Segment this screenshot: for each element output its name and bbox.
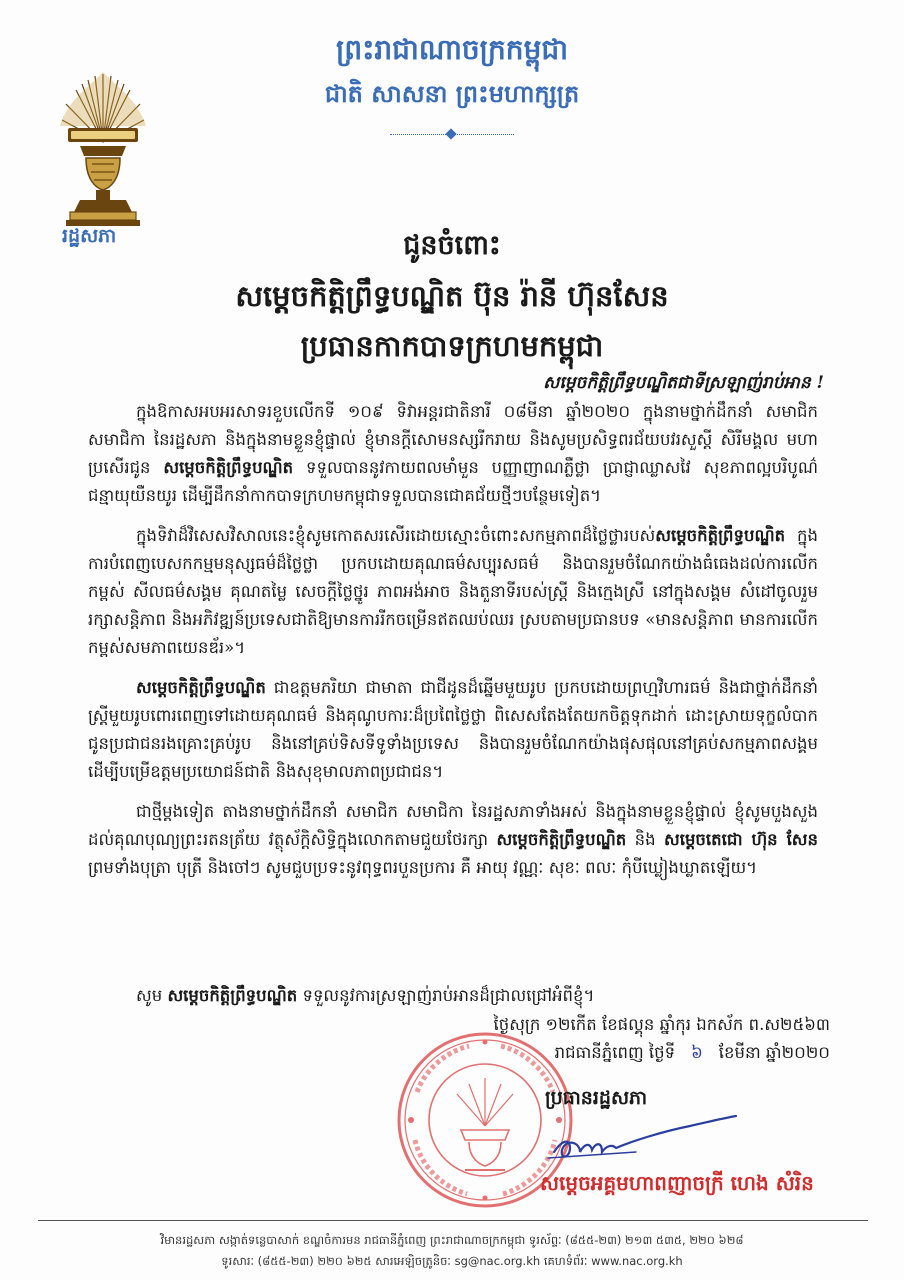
emblem-label: រដ្ឋសភា xyxy=(62,225,117,247)
paragraph-bold-name: សម្តេចកិត្តិព្រឹទ្ធបណ្ឌិត xyxy=(655,526,786,545)
paragraph-bold-name: សម្តេចតេជោ ហ៊ុន សែន xyxy=(664,830,818,849)
paragraph-text: និង xyxy=(626,830,665,849)
letter-body xyxy=(88,398,818,983)
kingdom-title: ព្រះរាជាណាចក្រកម្ពុជា xyxy=(335,33,568,66)
signatory-name: សម្តេចអគ្គមហាពញាចក្រី ហេង សំរិន xyxy=(540,1171,814,1195)
national-assembly-emblem-icon xyxy=(58,70,148,230)
paragraph-text: ក្នុងឱកាសអបអរសាទរខួបលើកទី ១០៩ ទិវាអន្តរជាតិនារី ០៨មីនា ឆ្នាំ២០២០ ក្នុងនាមថ្នាក់ដឹកនាំ សមាជិក សមាជិកា នៃរដ្ឋសភា និងក្នុងនាមខ្លួនខ្ញុំផ្ទាល់ ខ្ញុំមានក្តីសោមនស្សរីករាយ និងសូមប្រសិទ្ធពរជ័យបវរសួស្តី សិរីមង្គល មហាប្រសើរជូន xyxy=(88,402,818,477)
paragraph-3 xyxy=(88,674,818,786)
paragraph-bold-name: សម្តេចកិត្តិព្រឹទ្ធបណ្ឌិត xyxy=(136,678,266,697)
signatory-title: ប្រធានរដ្ឋសភា xyxy=(545,1087,648,1109)
recipient-title: ប្រធានកាកបាទក្រហមកម្ពុជា xyxy=(300,329,604,363)
solar-date-suffix: ខែមីនា ឆ្នាំ២០២០ xyxy=(718,1043,830,1062)
closing-bold-name: សម្តេចកិត្តិព្រឹទ្ធបណ្ឌិត xyxy=(167,986,298,1005)
national-motto: ជាតិ សាសនា ព្រះមហាក្សត្រ xyxy=(324,79,580,108)
solar-date-day: ៦ xyxy=(691,1043,703,1062)
paragraph-text: ជាថ្មីម្តងទៀត តាងនាមថ្នាក់ដឹកនាំ សមាជិក សមាជិកា នៃរដ្ឋសភាទាំងអស់ និងក្នុងនាមខ្លួនខ្ញុំផ្ទាល់ ខ្ញុំសូមបួងសួងដល់គុណបុណ្យព្រះរតនត្រ័យ វត្ថុស័ក្តិសិទ្ធិក្នុងលោកតាមជួយថែរក្សា xyxy=(88,802,818,849)
paragraph-2 xyxy=(88,522,818,662)
closing-text: សូម xyxy=(136,986,168,1005)
paragraph-1 xyxy=(88,398,818,510)
solar-date-prefix: រាជធានីភ្នំពេញ ថ្ងៃទី xyxy=(554,1043,676,1062)
paragraph-4 xyxy=(88,798,818,882)
closing-text: ទទួលនូវការស្រឡាញ់រាប់អានដ៏ជ្រាលជ្រៅអំពីខ្ញុំ។ xyxy=(297,986,595,1005)
paragraph-text: ព្រមទាំងបុត្រា បុត្រី និងចៅៗ សូមជួបប្រទះនូវពុទ្ធពរបួនប្រការ គឺ អាយុ វណ្ណៈ សុខៈ ពលៈ កុំបីឃ្លៀងឃ្លាតឡើយ។ xyxy=(88,858,758,877)
footer-contact: ទូរសារៈ (៨៥៥-២៣) ២២០ ៦២៥ សារអេឡិចត្រូនិចៈ sg@nac.org.kh គេហទំព័រៈ www.nac.org.kh xyxy=(221,1254,683,1268)
signature-icon xyxy=(540,1112,740,1172)
closing-line xyxy=(88,982,828,1010)
lunar-date: ថ្ងៃសុក្រ ១២កើត ខែផល្គុន ឆ្នាំកុរ ឯកស័ក ព.ស២៥៦៣ xyxy=(493,1015,830,1034)
paragraph-bold-name: សម្តេចកិត្តិព្រឹទ្ធបណ្ឌិត xyxy=(163,458,294,477)
paragraph-text: ក្នុងទិវាដ៏វិសេសវិសាលនេះខ្ញុំសូមកោតសរសើរដោយស្មោះចំពោះសកម្មភាពដ៏ថ្លៃថ្លារបស់ xyxy=(136,526,656,545)
paragraph-text: ទទួលបាននូវកាយពលមាំមួន បញ្ញាញាណភ្លឺថ្លា ប្រាជ្ញាឈ្លាសវៃ សុខភាពល្អបរិបូណ៌ ជន្មាយុយឺនយូរ ដើម្បីដឹកនាំកាកបាទក្រហមកម្ពុជាទទួលបានជោគជ័យថ្មីៗបន្ថែមទៀត។ xyxy=(88,458,818,505)
footer-rule xyxy=(38,1220,868,1221)
salutation: សម្តេចកិត្តិព្រឹទ្ធបណ្ឌិតជាទីស្រឡាញ់រាប់អាន ! xyxy=(543,373,824,393)
addressee-heading: ជូនចំពោះ xyxy=(403,230,501,261)
header-divider-ornament xyxy=(445,128,456,139)
paragraph-text: ក្នុងការបំពេញបេសកកម្មមនុស្សធម៌ដ៏ថ្លៃថ្លា ប្រកបដោយគុណធម៌សប្បុរសធម៌ និងបានរួមចំណែកយ៉ាងធំធេងដល់ការលើកកម្ពស់ សីលធម៌សង្គម គុណតម្លៃ សេចក្តីថ្លៃថ្នូរ ភាពអង់អាច និងតួនាទីរបស់ស្ត្រី និងក្មេងស្រី នៅក្នុងសង្គម សំដៅចូលរួមរក្សាសន្តិភាព និងអភិវឌ្ឍន៍ប្រទេសជាតិឱ្យមានការរីកចម្រើនឥតឈប់ឈរ ស្របតាមប្រធានបទ «មានសន្តិភាព មានការលើកកម្ពស់សមភាពយេនឌ័រ»។ xyxy=(88,526,818,657)
solar-date xyxy=(410,1039,830,1067)
paragraph-text: ជាឧត្តមភរិយា ជាមាតា ជាជីដូនដ៏ឆ្នើមមួយរូប ប្រកបដោយព្រហ្មវិហារធម៌ និងជាថ្នាក់ដឹកនាំស្ត្រីមួយរូបពោរពេញទៅដោយគុណធម៌ និងគុណូបការៈដ៏ប្រពៃថ្លៃថ្លា ពិសេសតែងតែយកចិត្តទុកដាក់ ដោះស្រាយទុក្ខលំបាក ជូនប្រជាជនរងគ្រោះគ្រប់រូប និងនៅគ្រប់ទិសទីទូទាំងប្រទេស និងបានរួមចំណែកយ៉ាងផុសផុលនៅគ្រប់សកម្មភាពសង្គម ដើម្បីបម្រើឧត្តមប្រយោជន៍ជាតិ និងសុខុមាលភាពប្រជាជន។ xyxy=(88,678,818,781)
recipient-name: សម្តេចកិត្តិព្រឹទ្ធបណ្ឌិត ប៊ុន រ៉ានី ហ៊ុនសែន xyxy=(235,279,669,313)
paragraph-bold-name: សម្តេចកិត្តិព្រឹទ្ធបណ្ឌិត xyxy=(496,830,627,849)
footer-address: វិមានរដ្ឋសភា សង្កាត់ទន្លេបាសាក់ ខណ្ឌចំការមន រាជធានីភ្នំពេញ ព្រះរាជាណាចក្រកម្ពុជា ទូរស័ព្ទៈ (៨៥៥-២៣) ២១៣ ៥៣៥, ២២០ ៦២៨ xyxy=(160,1233,744,1247)
